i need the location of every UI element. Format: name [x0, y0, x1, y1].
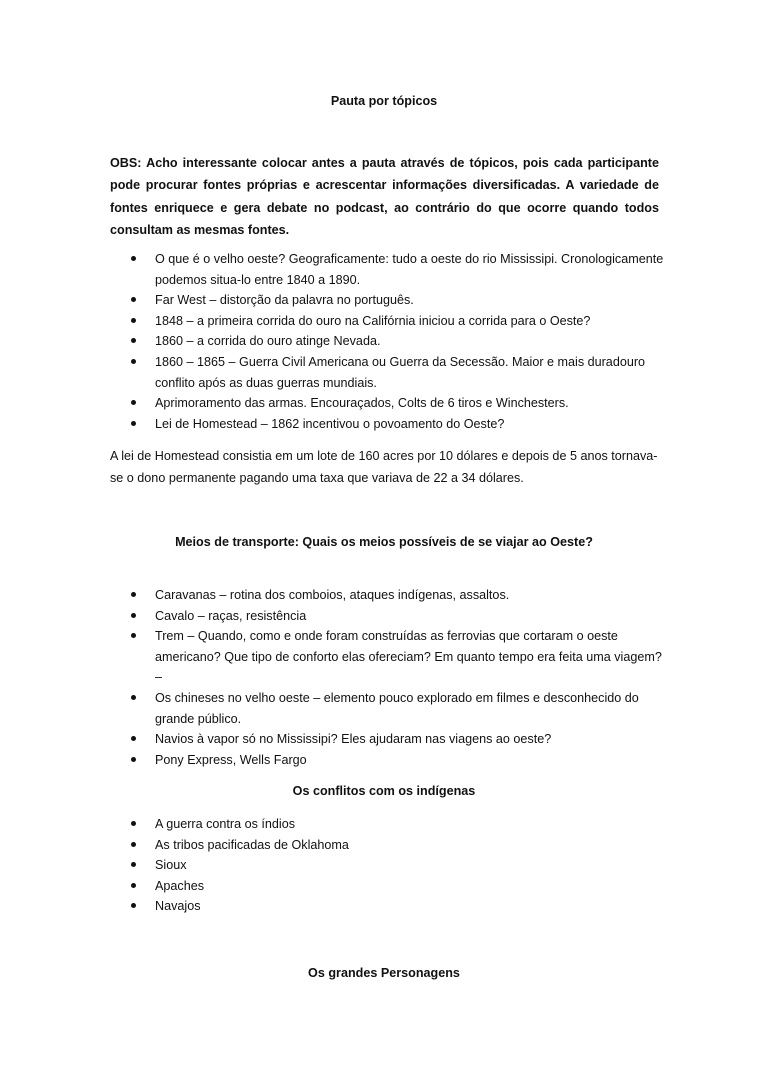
list-item-text: Sioux	[155, 858, 187, 873]
bullet-icon	[131, 318, 136, 323]
list-item	[110, 331, 670, 352]
list-item	[110, 896, 670, 917]
list-item	[110, 585, 670, 606]
list-item	[110, 606, 670, 627]
list-item-text: 1848 – a primeira corrida do ouro na Califórnia iniciou a corrida para o Oeste?	[155, 313, 591, 328]
list-item-text: Lei de Homestead – 1862 incentivou o povoamento do Oeste?	[155, 416, 505, 431]
list-item	[110, 750, 670, 771]
list-item-text: Aprimoramento das armas. Encouraçados, Colts de 6 tiros e Winchesters.	[155, 396, 569, 411]
bullet-icon	[131, 613, 136, 618]
bullet-icon	[131, 338, 136, 343]
bullet-icon	[131, 883, 136, 888]
bullet-icon	[131, 736, 136, 741]
transport-heading: Meios de transporte: Quais os meios possíveis de se viajar ao Oeste?	[175, 535, 593, 549]
conflicts-heading: Os conflitos com os indígenas	[292, 784, 476, 798]
obs-paragraph: OBS: Acho interessante colocar antes a pauta através de tópicos, pois cada participante pode procurar fontes próprias e acrescentar informações diversificadas. A variedade de fontes enriquece e gera debate no podcast, ao contrário do que ocorre quando todos consultam as mesmas fontes.	[110, 156, 659, 238]
transport-list	[110, 585, 670, 770]
bullet-icon	[131, 842, 136, 847]
list-item	[110, 814, 670, 835]
list-item	[110, 835, 670, 856]
bullet-icon	[131, 695, 136, 700]
characters-heading: Os grandes Personagens	[308, 966, 460, 980]
list-item-text: Trem – Quando, como e onde foram construídas as ferrovias que cortaram o oeste americano? Que tipo de conforto elas ofereciam? Em quanto tempo era feita uma viagem? –	[155, 629, 662, 685]
bullet-icon	[131, 903, 136, 908]
list-item-text: Caravanas – rotina dos comboios, ataques indígenas, assaltos.	[155, 588, 510, 602]
list-item-text: A guerra contra os índios	[155, 817, 296, 831]
list-item	[110, 855, 670, 876]
list-item	[110, 729, 670, 750]
list-item	[110, 414, 670, 435]
list-item-text: Os chineses no velho oeste – elemento pouco explorado em filmes e desconhecido do grande público.	[155, 690, 639, 726]
bullet-icon	[131, 862, 136, 867]
page-title: Pauta por tópicos	[330, 94, 438, 108]
list-item	[110, 876, 670, 897]
homestead-paragraph: A lei de Homestead consistia em um lote de 160 acres por 10 dólares e depois de 5 anos tornava-se o dono permanente pagando uma taxa que variava de 22 a 34 dólares.	[110, 449, 658, 486]
bullet-icon	[131, 633, 136, 638]
list-item	[110, 393, 670, 414]
list-item-text: Navios à vapor só no Mississipi? Eles ajudaram nas viagens ao oeste?	[155, 732, 552, 747]
bullet-icon	[131, 359, 136, 364]
bullet-icon	[131, 421, 136, 426]
bullet-icon	[131, 400, 136, 405]
list-item	[110, 290, 670, 311]
list-item-text: As tribos pacificadas de Oklahoma	[155, 837, 349, 852]
list-item-text: Far West – distorção da palavra no português.	[155, 293, 414, 308]
list-item	[110, 352, 670, 393]
bullet-icon	[131, 297, 136, 302]
list-item	[110, 249, 670, 290]
conflicts-list	[110, 814, 670, 917]
list-item	[110, 688, 670, 729]
topics-list	[110, 249, 670, 434]
list-item-text: Navajos	[155, 899, 201, 914]
list-item-text: 1860 – a corrida do ouro atinge Nevada.	[155, 334, 381, 349]
list-item	[110, 311, 670, 332]
list-item-text: Cavalo – raças, resistência	[155, 608, 307, 623]
list-item-text: Pony Express, Wells Fargo	[155, 752, 307, 767]
bullet-icon	[131, 592, 136, 597]
bullet-icon	[131, 256, 136, 261]
list-item	[110, 626, 670, 688]
bullet-icon	[131, 757, 136, 762]
list-item-text: O que é o velho oeste? Geograficamente: tudo a oeste do rio Mississipi. Cronologicamente podemos situa-lo entre 1840 a 1890.	[155, 252, 664, 287]
bullet-icon	[131, 821, 136, 826]
list-item-text: Apaches	[155, 878, 205, 893]
list-item-text: 1860 – 1865 – Guerra Civil Americana ou Guerra da Secessão. Maior e mais duradouro conflito após as duas guerras mundiais.	[155, 354, 646, 390]
